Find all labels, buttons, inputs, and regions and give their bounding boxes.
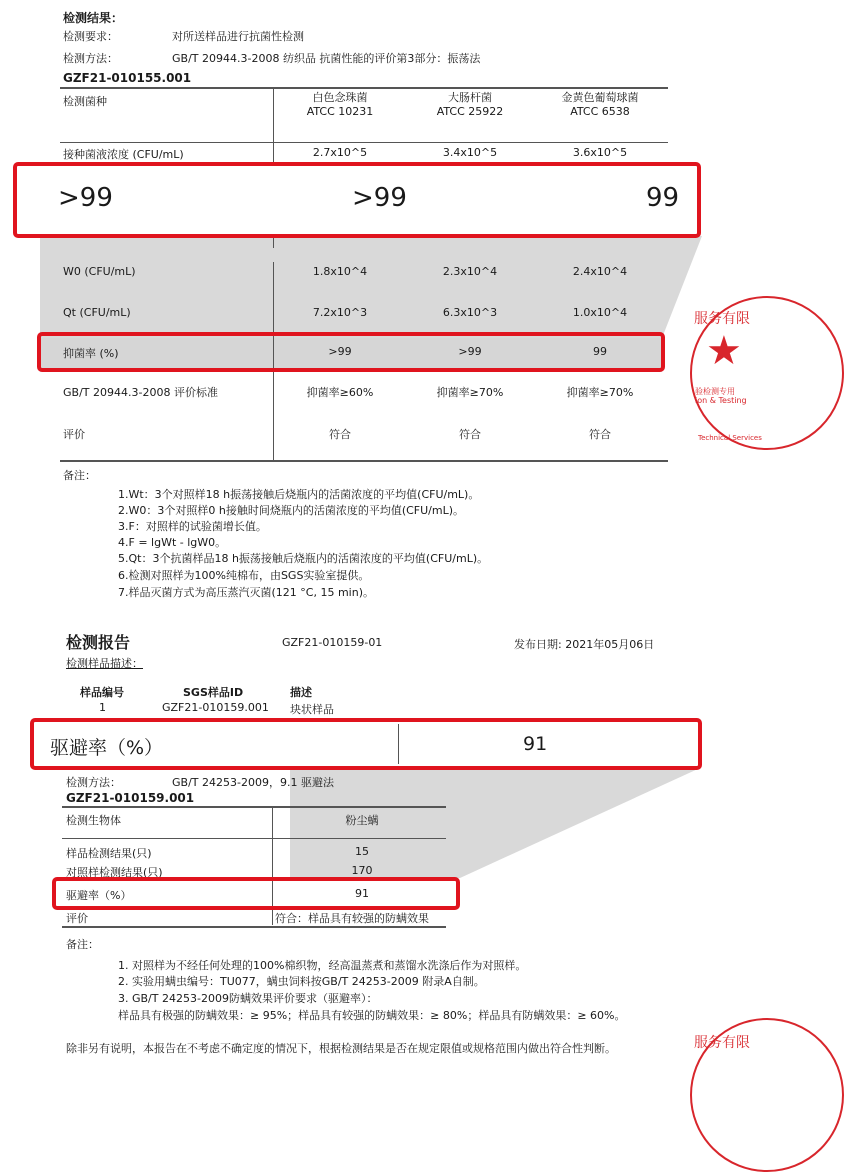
table-cell: 符合 bbox=[329, 428, 351, 441]
row-label-w0: W0 (CFU/mL) bbox=[63, 265, 136, 278]
table-cell: 符合 bbox=[589, 428, 611, 441]
table-cell: 符合：样品具有较强的防螨效果 bbox=[275, 912, 429, 925]
row-label: 对照样检测结果(只) bbox=[66, 866, 163, 879]
table-cell: 2.4x10^4 bbox=[572, 265, 628, 278]
table-cell: >99 bbox=[328, 345, 352, 358]
table-cell: 抑菌率≥60% bbox=[306, 386, 374, 399]
note-line: 7.样品灭菌方式为高压蒸汽灭菌(121 °C, 15 min)。 bbox=[118, 586, 374, 599]
sample-header: 描述 bbox=[290, 686, 312, 699]
seal-text: 服务有限 bbox=[694, 311, 750, 327]
requirement-value: 对所送样品进行抗菌性检测 bbox=[172, 30, 304, 43]
report-sample-id: GZF21-010159.001 bbox=[66, 791, 195, 805]
table-cell: >99 bbox=[458, 345, 482, 358]
report-date: 发布日期: 2021年05月06日 bbox=[514, 638, 655, 651]
seal-star-icon: ★ bbox=[706, 328, 742, 374]
zoom-repellency-label: 驱避率（%） bbox=[50, 737, 164, 759]
row-label-evaluation: 评价 bbox=[63, 428, 85, 441]
report-method-value: GB/T 24253-2009，9.1 驱避法 bbox=[172, 776, 334, 789]
row-label: 评价 bbox=[66, 912, 88, 925]
row-label: 样品检测结果(只) bbox=[66, 847, 152, 860]
note-line: 6.检测对照样为100%纯棉布，由SGS实验室提供。 bbox=[118, 569, 370, 582]
table-cell: 91 bbox=[355, 887, 369, 900]
note-line: 5.Qt：3个抗菌样品18 h振荡接触后烧瓶内的活菌浓度的平均值(CFU/mL)。 bbox=[118, 552, 489, 565]
species-3: 金黄色葡萄球菌 ATCC 6538 bbox=[561, 91, 639, 118]
method-value: GB/T 20944.3-2008 纺织品 抗菌性能的评价第3部分：振荡法 bbox=[172, 52, 481, 65]
report-note-line: 3. GB/T 24253-2009防螨效果评价要求（驱避率）： bbox=[118, 992, 378, 1005]
report-notes-title: 备注： bbox=[66, 938, 99, 951]
row-label-standard: GB/T 20944.3-2008 评价标准 bbox=[63, 386, 218, 399]
sample-header: SGS样品ID bbox=[183, 686, 244, 699]
table-cell: 15 bbox=[355, 845, 369, 858]
table-bottom-border bbox=[62, 926, 446, 928]
sample-cell: 块状样品 bbox=[290, 703, 334, 716]
seal-text: 验检测专用 bbox=[695, 387, 735, 396]
zoom-divider bbox=[398, 724, 399, 764]
seal-text: ion & Testing bbox=[695, 396, 747, 405]
note-line: 2.W0：3个对照样0 h接触时间烧瓶内的活菌浓度的平均值(CFU/mL)。 bbox=[118, 504, 465, 517]
row-label-qt: Qt (CFU/mL) bbox=[63, 306, 131, 319]
report-note-line: 1. 对照样为不经任何处理的100%棉织物，经高温蒸煮和蒸馏水洗涤后作为对照样。 bbox=[118, 959, 527, 972]
table-cell: 99 bbox=[593, 345, 607, 358]
row-label: 驱避率（%） bbox=[66, 889, 132, 902]
row-label-inhibition: 抑菌率 (%) bbox=[63, 347, 119, 360]
sample-cell: GZF21-010159.001 bbox=[162, 701, 269, 714]
table-cell: 170 bbox=[351, 864, 373, 877]
table-bottom-border bbox=[60, 460, 668, 462]
report-title: 检测报告 bbox=[66, 633, 131, 652]
report-note-line: 2. 实验用螨虫编号：TU077，螨虫饲料按GB/T 24253-2009 附录A自制。 bbox=[118, 975, 485, 988]
table-cell: 符合 bbox=[459, 428, 481, 441]
zoom-value-2: >99 bbox=[352, 183, 407, 213]
table-cell: 7.2x10^3 bbox=[312, 306, 368, 319]
table-cell: 6.3x10^3 bbox=[442, 306, 498, 319]
requirement-label: 检测要求： bbox=[63, 30, 118, 43]
table-top-border bbox=[62, 806, 446, 808]
table-cell: 3.6x10^5 bbox=[572, 146, 628, 159]
table-cell: 抑菌率≥70% bbox=[436, 386, 504, 399]
table-cell: 1.8x10^4 bbox=[312, 265, 368, 278]
report-note-line: 样品具有极强的防螨效果：≥ 95%；样品具有较强的防螨效果：≥ 80%；样品具有防螨效果：≥ 60%。 bbox=[118, 1009, 626, 1022]
row-label-inoculum: 接种菌液浓度 (CFU/mL) bbox=[63, 148, 184, 161]
note-line: 3.F：对照样的试验菌增长值。 bbox=[118, 520, 267, 533]
table-cell: 2.7x10^5 bbox=[312, 146, 368, 159]
note-line: 1.Wt：3个对照样18 h振荡接触后烧瓶内的活菌浓度的平均值(CFU/mL)。 bbox=[118, 488, 480, 501]
report-method-label: 检测方法： bbox=[66, 776, 121, 789]
results-section-title: 检测结果： bbox=[63, 11, 124, 25]
table-cell: 1.0x10^4 bbox=[572, 306, 628, 319]
table-cell: 抑菌率≥70% bbox=[566, 386, 634, 399]
sample-id: GZF21-010155.001 bbox=[63, 71, 192, 85]
sample-cell: 1 bbox=[99, 701, 106, 714]
company-seal bbox=[690, 296, 844, 450]
footer-statement: 除非另有说明，本报告在不考虑不确定度的情况下，根据检测结果是否在规定限值或规格范围内做出符合性判断。 bbox=[66, 1042, 616, 1055]
species-2: 大肠杆菌 ATCC 25922 bbox=[436, 91, 504, 118]
row-divider bbox=[62, 838, 446, 839]
note-line: 4.F = lgWt - lgW0。 bbox=[118, 536, 227, 549]
row-divider bbox=[60, 142, 668, 143]
zoom-repellency-value: 91 bbox=[523, 733, 548, 755]
zoom-value-3: 99 bbox=[646, 183, 680, 213]
notes-title: 备注： bbox=[63, 469, 96, 482]
seal-text: 服务有限 bbox=[694, 1035, 750, 1051]
organism-value: 粉尘螨 bbox=[345, 814, 379, 827]
method-label: 检测方法： bbox=[63, 52, 118, 65]
organism-header: 检测生物体 bbox=[66, 814, 121, 827]
report-number: GZF21-010159-01 bbox=[282, 636, 383, 649]
company-seal-bottom bbox=[690, 1018, 844, 1172]
table-cell: 2.3x10^4 bbox=[442, 265, 498, 278]
species-1: 白色念珠菌 ATCC 10231 bbox=[306, 91, 374, 118]
species-header: 检测菌种 bbox=[63, 95, 107, 108]
sample-header: 样品编号 bbox=[80, 686, 124, 699]
sample-desc-label: 检测样品描述： bbox=[66, 657, 143, 670]
seal-text: Technical Services bbox=[698, 434, 762, 442]
zoom-value-1: >99 bbox=[58, 183, 113, 213]
table-cell: 3.4x10^5 bbox=[442, 146, 498, 159]
